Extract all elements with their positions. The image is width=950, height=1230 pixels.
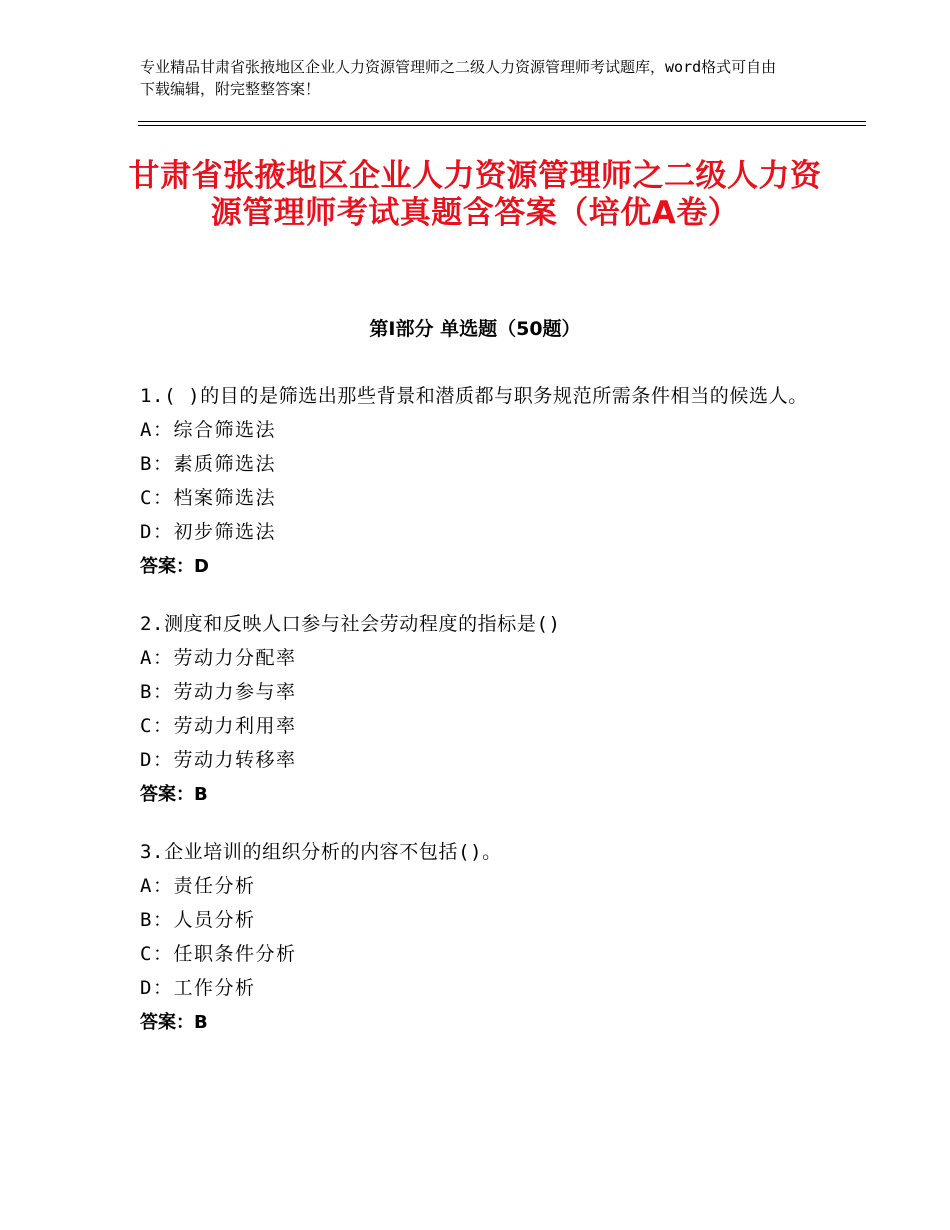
header-divider-bottom (138, 125, 866, 126)
section-title: 第Ⅰ部分 单选题（50题） (369, 318, 581, 340)
header-divider-top (138, 121, 866, 122)
option-a: A：责任分析 (140, 875, 256, 897)
document-title: 甘肃省张掖地区企业人力资源管理师之二级人力资源管理师考试真题含答案（培优A卷） (128, 158, 822, 231)
option-b: B：素质筛选法 (140, 453, 276, 475)
option-d: D：初步筛选法 (140, 521, 276, 543)
answer: 答案：D (140, 556, 209, 577)
question-list (140, 382, 820, 1066)
answer: 答案：B (140, 784, 208, 805)
option-c: C：任职条件分析 (140, 943, 297, 965)
question-stem: 2.测度和反映人口参与社会劳动程度的指标是() (140, 613, 561, 635)
option-b: B：劳动力参与率 (140, 681, 297, 703)
question-stem: 3.企业培训的组织分析的内容不包括()。 (140, 841, 502, 863)
question-3 (140, 838, 820, 1037)
question-2 (140, 610, 820, 809)
option-d: D：工作分析 (140, 977, 256, 999)
option-c: C：档案筛选法 (140, 487, 276, 509)
question-stem: 1.( )的目的是筛选出那些背景和潜质都与职务规范所需条件相当的候选人。 (140, 385, 808, 407)
option-c: C：劳动力利用率 (140, 715, 297, 737)
question-1 (140, 382, 820, 581)
option-d: D：劳动力转移率 (140, 749, 297, 771)
option-a: A：劳动力分配率 (140, 647, 297, 669)
answer: 答案：B (140, 1012, 208, 1033)
header-note: 专业精品甘肃省张掖地区企业人力资源管理师之二级人力资源管理师考试题库，word格式可自由下载编辑，附完整整答案！ (140, 58, 777, 98)
option-b: B：人员分析 (140, 909, 256, 931)
option-a: A：综合筛选法 (140, 419, 276, 441)
